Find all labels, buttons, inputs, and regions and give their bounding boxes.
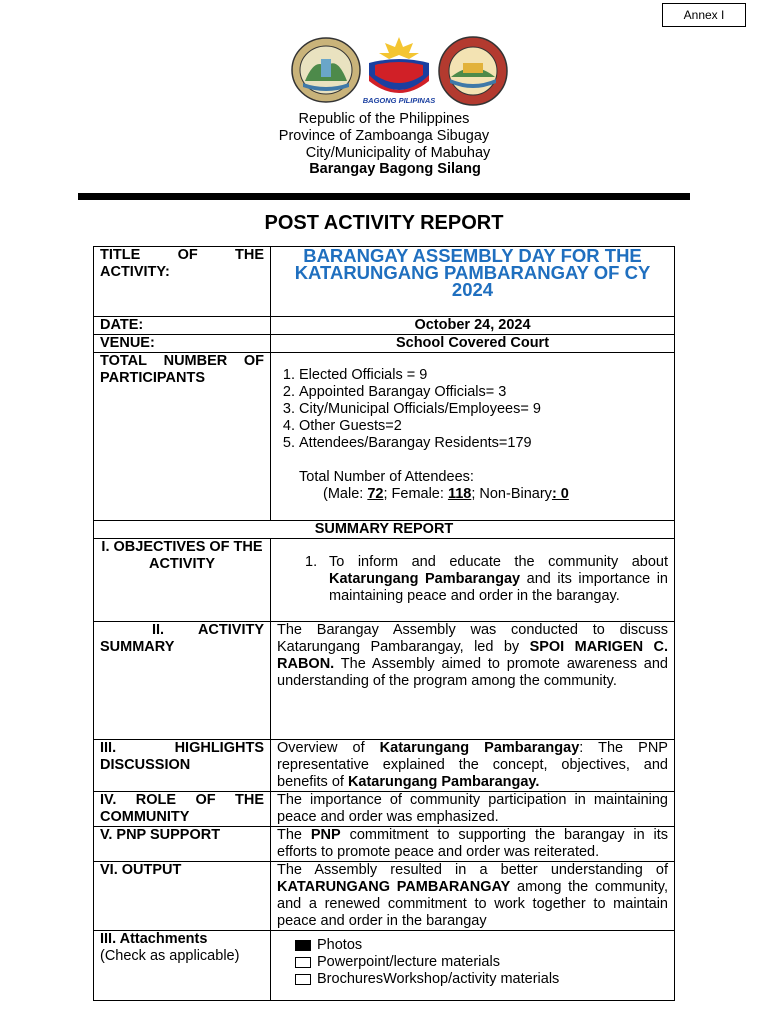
list-item: 4. Other Guests=2 [299, 418, 668, 435]
annex-label: Annex I [662, 3, 746, 27]
bagong-pilipinas-logo-icon [363, 35, 435, 107]
table-row [94, 335, 675, 353]
table-row [94, 521, 675, 539]
output-label: VI. OUTPUT [94, 862, 271, 931]
highlights-value: Overview of Katarungang Pambarangay: The PNP representative explained the concept, objectives, and benefits of Katarungang Pambarangay. [271, 740, 675, 792]
header-province: Province of Zamboanga Sibugay [278, 128, 490, 144]
objectives-label: I. OBJECTIVES OF THE ACTIVITY [94, 539, 271, 622]
barangay-seal-icon [291, 37, 361, 103]
gender-breakdown: (Male: 72; Female: 118; Non-Binary: 0 [323, 486, 569, 502]
output-value: The Assembly resulted in a better understanding of KATARUNGANG PAMBARANGAY among the community, and a renewed commitment to work together to maintain peace and order in the barangay [271, 862, 675, 931]
list-item: 5. Attendees/Barangay Residents=179 [299, 435, 668, 452]
pnp-support-value: The PNP commitment to supporting the barangay in its efforts to promote peace and order was reiterated. [271, 827, 675, 862]
attachment-item[interactable]: BrochuresWorkshop/activity materials [295, 971, 668, 988]
municipality-seal-icon [437, 35, 509, 107]
activity-summary-value: The Barangay Assembly was conducted to discuss Katarungang Pambarangay, led by SPOI MARIGEN C. RABON. The Assembly aimed to promote awareness and understanding of the program among the community. [271, 622, 675, 740]
bagong-pilipinas-caption: BAGONG PILIPINAS [363, 96, 435, 105]
header-republic: Republic of the Philippines [298, 111, 470, 127]
table-row [94, 827, 675, 862]
table-row [94, 247, 675, 317]
date-label: DATE: [94, 317, 271, 335]
activity-summary-label: II. ACTIVITY SUMMARY [94, 622, 271, 740]
objectives-value: 1. To inform and educate the community about Katarungang Pambarangay and its importance in maintaining peace and order in the barangay. [271, 539, 675, 622]
table-row [94, 353, 675, 521]
table-row [94, 317, 675, 335]
attachment-item[interactable]: Powerpoint/lecture materials [295, 954, 668, 971]
checkbox-photos[interactable] [295, 940, 311, 951]
table-row [94, 931, 675, 1001]
pnp-support-label: V. PNP SUPPORT [94, 827, 271, 862]
total-attendees-label: Total Number of Attendees: [299, 469, 474, 485]
attachments-label: III. Attachments (Check as applicable) [94, 931, 271, 1001]
table-row [94, 622, 675, 740]
participants-value [271, 353, 675, 521]
date-value: October 24, 2024 [271, 317, 675, 335]
activity-title-label: TITLE OF THE ACTIVITY: [94, 247, 271, 317]
table-row [94, 539, 675, 622]
highlights-label: III. HIGHLIGHTS DISCUSSION [94, 740, 271, 792]
header-barangay: Barangay Bagong Silang [309, 161, 481, 177]
header-municipality: City/Municipality of Mabuhay [305, 145, 491, 161]
activity-title-value: BARANGAY ASSEMBLY DAY FOR THE KATARUNGANG PAMBARANGAY OF CY 2024 [271, 247, 675, 317]
header-divider [78, 193, 690, 200]
venue-label: VENUE: [94, 335, 271, 353]
role-label: IV. ROLE OF THE COMMUNITY [94, 792, 271, 827]
list-item: 1. Elected Officials = 9 [299, 367, 668, 384]
role-value: The importance of community participation in maintaining peace and order was emphasized. [271, 792, 675, 827]
attachments-value [271, 931, 675, 1001]
list-item: 2. Appointed Barangay Officials= 3 [299, 384, 668, 401]
table-row [94, 792, 675, 827]
checkbox-powerpoint[interactable] [295, 957, 311, 968]
participants-label: TOTAL NUMBER OF PARTICIPANTS [94, 353, 271, 521]
participants-list [277, 367, 668, 452]
report-title: POST ACTIVITY REPORT [264, 212, 504, 234]
venue-value: School Covered Court [271, 335, 675, 353]
report-table [93, 246, 675, 1001]
table-row [94, 740, 675, 792]
table-row [94, 862, 675, 931]
summary-heading: SUMMARY REPORT [94, 521, 675, 539]
list-item: 3. City/Municipal Officials/Employees= 9 [299, 401, 668, 418]
attachment-item[interactable]: Photos [295, 937, 668, 954]
attachments-list [277, 937, 668, 988]
checkbox-brochures[interactable] [295, 974, 311, 985]
